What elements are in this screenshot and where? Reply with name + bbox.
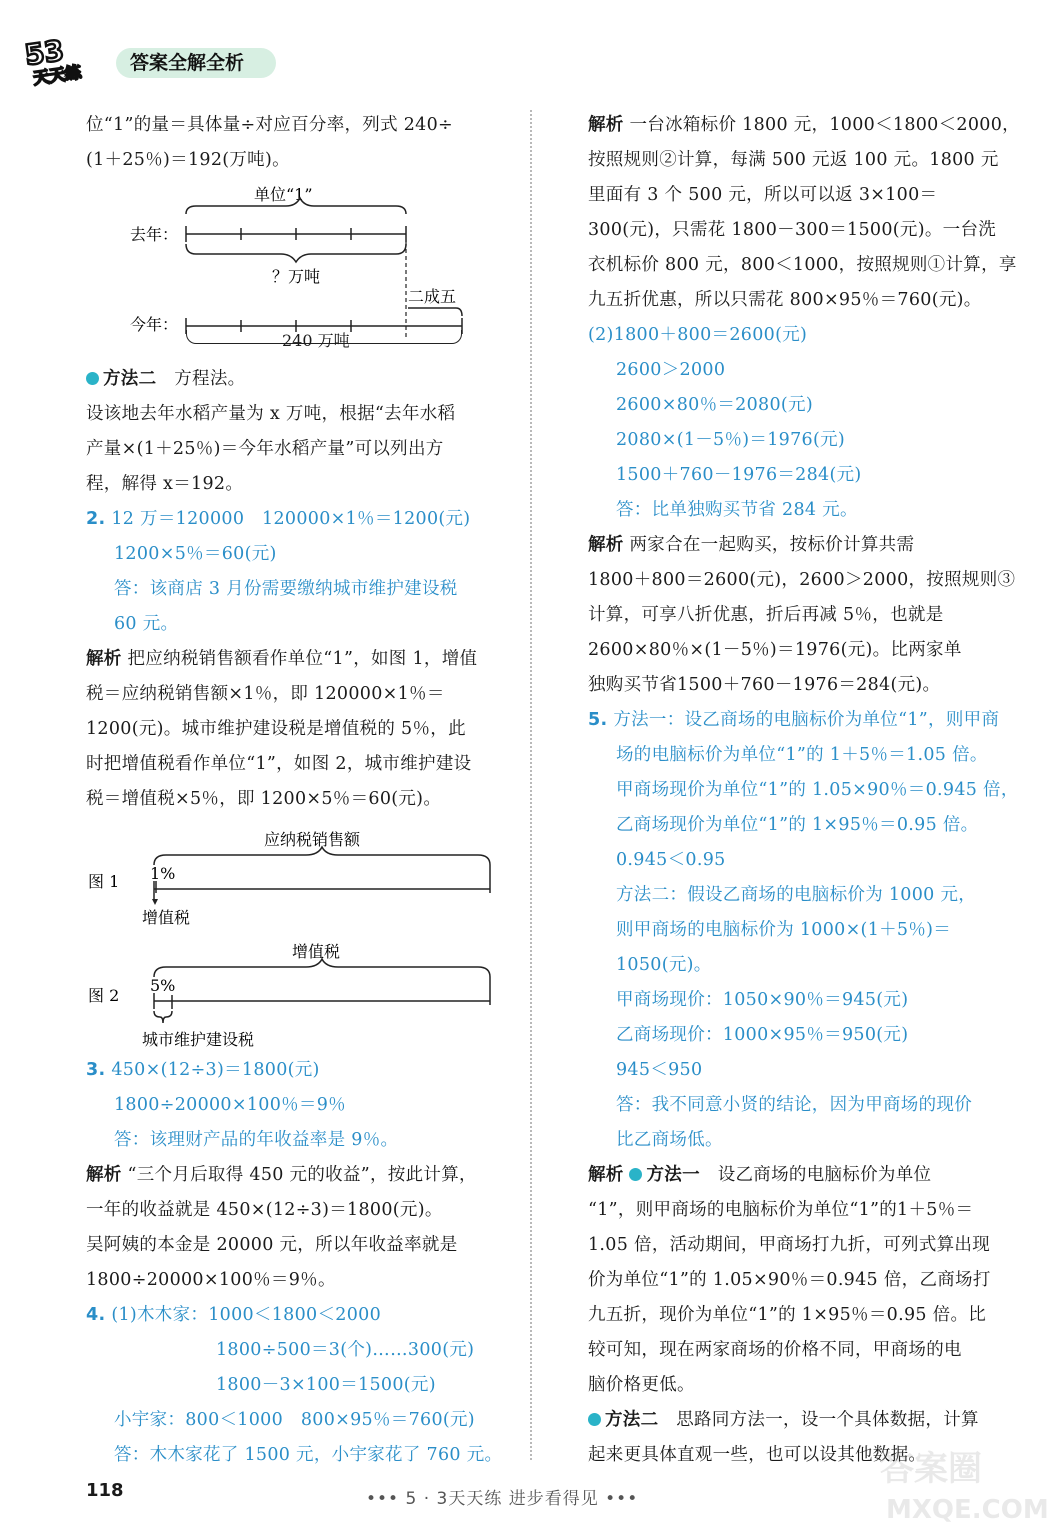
- method2-line: 程，解得 x＝192。: [86, 474, 244, 494]
- header-badge: 答案全解全析: [116, 48, 276, 78]
- q3-analysis: 吴阿姨的本金是 20000 元，所以年收益率就是: [86, 1235, 458, 1255]
- svg-text:天天练: 天天练: [32, 62, 83, 88]
- lightbulb-icon: [629, 1168, 642, 1181]
- q3-analysis: 一年的收益就是 450×(12÷3)＝1800(元)。: [86, 1200, 443, 1220]
- q2-analysis: 税＝应纳税销售额×1％，即 120000×1％＝: [86, 684, 445, 704]
- svg-text:53: 53: [22, 33, 66, 72]
- q5-line: 场的电脑标价为单位“1”的 1＋5％＝1.05 倍。: [616, 745, 988, 765]
- q2-analysis: 解析 把应纳税销售额看作单位“1”，如图 1，增值: [86, 649, 478, 669]
- q4-line: 4. (1)木木家：1000＜1800＜2000: [86, 1305, 382, 1325]
- q4-2-line: (2)1800＋800＝2600(元): [588, 325, 808, 345]
- q2-answer: 答：该商店 3 月份需要缴纳城市维护建设税: [114, 579, 458, 599]
- q4-analysis-1: 里面有 3 个 500 元，所以可以返 3×100＝: [588, 185, 938, 205]
- q2-analysis: 税＝增值税×5％，即 1200×5％＝60(元)。: [86, 789, 442, 809]
- q5-line: 甲商场现价为单位“1”的 1.05×90％＝0.945 倍，: [616, 780, 1019, 800]
- page-number: 118: [86, 1480, 124, 1501]
- q4-analysis-1: 按照规则②计算，每满 500 元返 100 元。1800 元: [588, 150, 999, 170]
- q5-line: 1050(元)。: [616, 955, 712, 975]
- q3-analysis: 1800÷20000×100％＝9％。: [86, 1270, 336, 1290]
- q5-line: 则甲商场的电脑标价为 1000×(1＋5％)＝: [616, 920, 952, 940]
- q5-analysis: 脑价格更低。: [588, 1375, 695, 1395]
- unknown-label: ？万吨: [272, 267, 321, 286]
- last-year-label: 去年：: [130, 225, 179, 244]
- intro-line: 位“1”的量＝具体量÷对应百分率，列式 240÷: [86, 115, 454, 135]
- q5-method2: 起来更具体直观一些，也可以设其他数据。: [588, 1445, 927, 1465]
- q4-analysis-2: 2600×80％×(1－5％)＝1976(元)。比两家单: [588, 640, 962, 660]
- q4-analysis-1: 解析 一台冰箱标价 1800 元，1000＜1800＜2000，: [588, 115, 1020, 135]
- method2-line: 产量×(1＋25％)＝今年水稻产量”可以列出方: [86, 439, 444, 459]
- q5-line: 0.945＜0.95: [616, 850, 726, 870]
- column-divider: [530, 110, 532, 1460]
- fig2-label: 图 2: [88, 986, 120, 1005]
- q4-2-line: 2080×(1－5％)＝1976(元): [616, 430, 846, 450]
- q5-analysis: 较可知，现在两家商场的价格不同，甲商场的电: [588, 1340, 962, 1360]
- q5-line: 945＜950: [616, 1060, 703, 1080]
- fig2-bottom-label: 城市维护建设税: [142, 1030, 255, 1049]
- svg-text:答案圈: 答案圈: [880, 1449, 982, 1489]
- q4-analysis-2: 独购买节省1500＋760－1976＝284(元)。: [588, 675, 941, 695]
- q4-analysis-1: 300(元)，只需花 1800－300＝1500(元)。一台洗: [588, 220, 997, 240]
- figure-1: [86, 817, 516, 927]
- q5-method2: 方法二 思路同方法一，设一个具体数据，计算: [588, 1403, 1018, 1438]
- q3-answer: 答：该理财产品的年收益率是 9％。: [114, 1130, 399, 1150]
- total-label: 240 万吨: [282, 331, 350, 350]
- method2-heading: 方法二 方程法。: [86, 362, 516, 397]
- q2-answer: 60 元。: [114, 614, 179, 634]
- twenty-five-label: 二成五: [408, 287, 457, 306]
- q5-answer: 答：我不同意小贤的结论，因为甲商场的现价: [616, 1095, 972, 1115]
- q4-2-line: 1500＋760－1976＝284(元): [616, 465, 862, 485]
- q2-line: 2. 12 万＝120000 120000×1％＝1200(元): [86, 509, 471, 529]
- fig1-bottom-label: 增值税: [142, 908, 191, 927]
- q5-analysis: “1”，则甲商场的电脑标价为单位“1”的1＋5％＝: [588, 1200, 974, 1220]
- lightbulb-icon: [86, 372, 99, 385]
- q5-line: 方法二：假设乙商场的电脑标价为 1000 元，: [616, 885, 977, 905]
- q2-analysis: 1200(元)。城市维护建设税是增值税的 5％，此: [86, 719, 466, 739]
- q4-line: 小宇家：800＜1000 800×95％＝760(元): [114, 1410, 475, 1430]
- q5-line: 甲商场现价：1050×90％＝945(元): [616, 990, 909, 1010]
- q4-answer: 答：木木家花了 1500 元，小宇家花了 760 元。: [114, 1445, 503, 1465]
- lightbulb-icon: [588, 1413, 601, 1426]
- fig1-label: 图 1: [88, 872, 120, 891]
- q5-line: 乙商场现价：1000×95％＝950(元): [616, 1025, 909, 1045]
- svg-text:MXQE.COM: MXQE.COM: [886, 1495, 1049, 1525]
- q5-analysis: 1.05 倍，活动期间，甲商场打九折，可列式算出现: [588, 1235, 991, 1255]
- q4-analysis-2: 1800＋800＝2600(元)，2600＞2000，按照规则③: [588, 570, 1016, 590]
- q4-analysis-2: 解析 两家合在一起购买，按标价计算共需: [588, 535, 915, 555]
- fig2-pct: 5%: [150, 976, 176, 995]
- q4-analysis-1: 九五折优惠，所以只需花 800×95％＝760(元)。: [588, 290, 982, 310]
- intro-line: (1＋25％)＝192(万吨)。: [86, 150, 290, 170]
- segment-diagram: [86, 178, 516, 348]
- q2-analysis: 时把增值税看作单位“1”，如图 2，城市维护建设: [86, 754, 472, 774]
- q4-analysis-1: 衣机标价 800 元，800＜1000，按照规则①计算，享: [588, 255, 1017, 275]
- left-column: [86, 108, 516, 1473]
- q5-analysis: 九五折，现价为单位“1”的 1×95％＝0.95 倍。比: [588, 1305, 987, 1325]
- fig1-pct: 1%: [150, 864, 176, 883]
- fig2-top-label: 增值税: [292, 942, 341, 961]
- q2-line: 1200×5％＝60(元): [114, 544, 277, 564]
- figure-2: [86, 933, 516, 1053]
- q4-line: 1800÷500＝3(个)……300(元): [216, 1340, 475, 1360]
- brand-logo: [22, 30, 112, 90]
- q4-analysis-2: 计算，可享八折优惠，折后再减 5％，也就是: [588, 605, 944, 625]
- q3-analysis: 解析 “三个月后取得 450 元的收益”，按此计算，: [86, 1165, 477, 1185]
- q5-analysis: 价为单位“1”的 1.05×90％＝0.945 倍，乙商场打: [588, 1270, 991, 1290]
- q5-line: 乙商场现价为单位“1”的 1×95％＝0.95 倍。: [616, 815, 979, 835]
- q3-line: 3. 450×(12÷3)＝1800(元): [86, 1060, 320, 1080]
- q5-answer: 比乙商场低。: [616, 1130, 723, 1150]
- footer-slogan: ••• 5 · 3天天练 进步看得见 •••: [366, 1489, 639, 1509]
- q3-line: 1800÷20000×100％＝9％: [114, 1095, 346, 1115]
- q5-analysis: 解析 方法一 设乙商场的电脑标价为单位: [588, 1165, 932, 1185]
- q4-2-line: 2600×80％＝2080(元): [616, 395, 813, 415]
- this-year-label: 今年：: [130, 315, 179, 334]
- q4-line: 1800－3×100＝1500(元): [216, 1375, 436, 1395]
- q4-2-line: 2600＞2000: [616, 360, 726, 380]
- q4-2-answer: 答：比单独购买节省 284 元。: [616, 500, 858, 520]
- unit-label: 单位“1”: [254, 185, 313, 204]
- fig1-top-label: 应纳税销售额: [264, 830, 361, 849]
- q5-line: 5. 方法一：设乙商场的电脑标价为单位“1”，则甲商: [588, 710, 1000, 730]
- right-column: [588, 108, 1018, 1473]
- method2-line: 设该地去年水稻产量为 x 万吨，根据“去年水稻: [86, 404, 456, 424]
- watermark: [870, 1430, 1050, 1530]
